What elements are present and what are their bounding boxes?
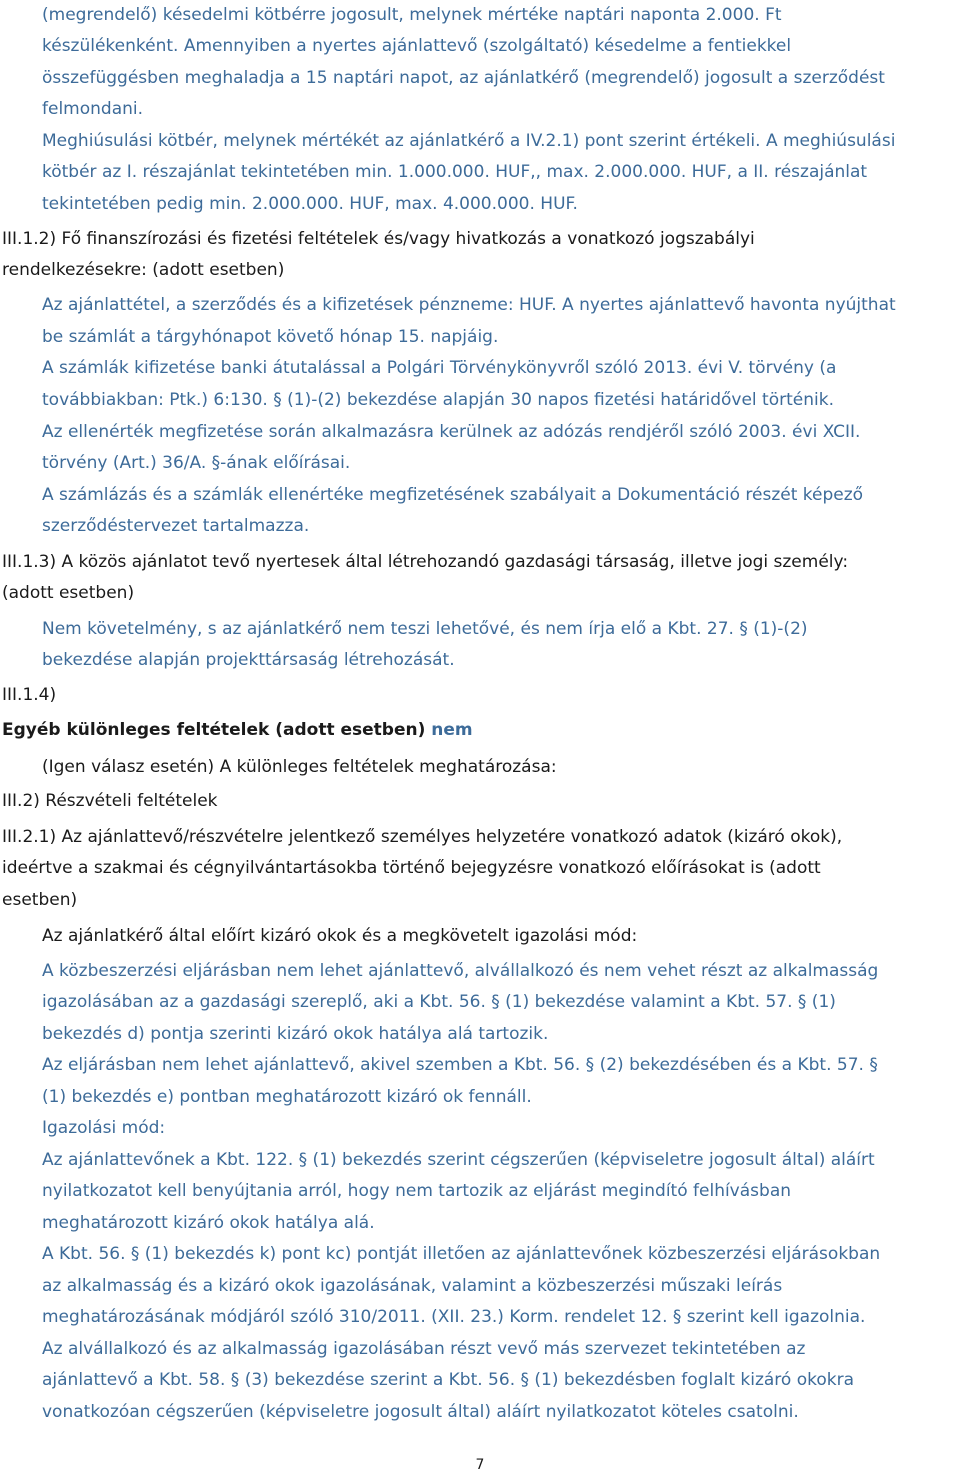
text-line: Meghiúsulási kötbér, melynek mértékét az ajánlatkérő a IV.2.1) pont szerint értékeli. A meghiúsulási — [42, 131, 896, 151]
text-line: összefüggésben meghaladja a 15 naptári napot, az ajánlatkérő (megrendelő) jogosult a szerződést — [42, 68, 885, 88]
text-line: meghatározott kizáró okok hatálya alá. — [42, 1213, 375, 1233]
text-line: be számlát a tárgyhónapot követő hónap 15. napjáig. — [42, 327, 499, 347]
text-line: kötbér az I. részajánlat tekintetében min. 1.000.000. HUF,, max. 2.000.000. HUF, a II. részajánlat — [42, 162, 868, 182]
text-line: (Igen válasz esetén) A különleges feltételek meghatározása: — [42, 757, 557, 777]
special-conditions-answer: nem — [431, 720, 473, 740]
text-line: Az eljárásban nem lehet ajánlattevő, akivel szemben a Kbt. 56. § (2) bekezdésében és a Kbt. 57. § — [42, 1055, 878, 1075]
text-line: vonatkozóan cégszerűen (képviseletre jogosult által) aláírt nyilatkozatot köteles csatolni. — [42, 1402, 799, 1422]
section-heading: esetben) — [2, 890, 78, 910]
text-line: szerződéstervezet tartalmazza. — [42, 516, 310, 536]
text-line: Az ajánlattétel, a szerződés és a kifizetések pénzneme: HUF. A nyertes ajánlattevő havonta nyújthat — [42, 295, 896, 315]
text-line: Az ellenérték megfizetése során alkalmazásra kerülnek az adózás rendjéről szóló 2003. évi XCII. — [42, 422, 861, 442]
text-line: (1) bekezdés e) pontban meghatározott kizáró ok fennáll. — [42, 1087, 532, 1107]
section-heading: III.2.1) Az ajánlattevő/részvételre jelentkező személyes helyzetére vonatkozó adatok (kizáró okok), — [2, 827, 843, 847]
text-line: A közbeszerzési eljárásban nem lehet ajánlattevő, alvállalkozó és nem vehet részt az alkalmasság — [42, 961, 879, 981]
text-line: A számlázás és a számlák ellenértéke megfizetésének szabályait a Dokumentáció részét képező — [42, 485, 864, 505]
text-line: továbbiakban: Ptk.) 6:130. § (1)-(2) bekezdése alapján 30 napos fizetési határidővel történik. — [42, 390, 834, 410]
text-line: ajánlattevő a Kbt. 58. § (3) bekezdése szerint a Kbt. 56. § (1) bekezdésben foglalt kizáró okokra — [42, 1370, 855, 1390]
text-line: tekintetében pedig min. 2.000.000. HUF, max. 4.000.000. HUF. — [42, 194, 578, 214]
section-heading: III.1.4) — [2, 685, 57, 705]
section-heading: III.1.2) Fő finanszírozási és fizetési feltételek és/vagy hivatkozás a vonatkozó jogszabályi — [2, 229, 755, 249]
text-line: bekezdése alapján projekttársaság létrehozását. — [42, 650, 455, 670]
text-line: Igazolási mód: — [42, 1118, 166, 1138]
text-line: felmondani. — [42, 99, 144, 119]
text-line: A számlák kifizetése banki átutalással a Polgári Törvénykönyvről szóló 2013. évi V. törvény (a — [42, 358, 837, 378]
text-line: (megrendelő) késedelmi kötbérre jogosult, melynek mértéke naptári naponta 2.000. Ft — [42, 5, 782, 25]
text-line: bekezdés d) pontja szerinti kizáró okok hatálya alá tartozik. — [42, 1024, 549, 1044]
section-heading: (adott esetben) — [2, 583, 135, 603]
special-conditions-label: Egyéb különleges feltételek (adott esetben) — [2, 720, 432, 740]
text-line: az alkalmasság és a kizáró okok igazolásának, valamint a közbeszerzési műszaki leírás — [42, 1276, 783, 1296]
text-line: Az ajánlatkérő által előírt kizáró okok és a megkövetelt igazolási mód: — [42, 926, 638, 946]
section-heading: rendelkezésekre: (adott esetben) — [2, 260, 285, 280]
text-line: Az ajánlattevőnek a Kbt. 122. § (1) bekezdés szerint cégszerűen (képviseletre jogosult által) aláírt — [42, 1150, 875, 1170]
text-line: Nem követelmény, s az ajánlatkérő nem teszi lehetővé, és nem írja elő a Kbt. 27. § (1)-(2) — [42, 619, 808, 639]
section-heading: ideértve a szakmai és cégnyilvántartásokba történő bejegyzésre vonatkozó előírásokat is (adott — [2, 858, 821, 878]
special-conditions-line — [2, 719, 473, 741]
text-line: meghatározásának módjáról szóló 310/2011. (XII. 23.) Korm. rendelet 12. § szerint kell igazolnia. — [42, 1307, 866, 1327]
text-line: Az alvállalkozó és az alkalmasság igazolásában részt vevő más szervezet tekintetében az — [42, 1339, 806, 1359]
section-heading: III.1.3) A közös ajánlatot tevő nyertesek által létrehozandó gazdasági társaság, illetve jogi személy: — [2, 552, 849, 572]
page-number: 7 — [475, 1457, 485, 1473]
text-line: igazolásában az a gazdasági szereplő, aki a Kbt. 56. § (1) bekezdése valamint a Kbt. 57. § (1) — [42, 992, 836, 1012]
text-line: A Kbt. 56. § (1) bekezdés k) pont kc) pontját illetően az ajánlattevőnek közbeszerzési eljárásokban — [42, 1244, 881, 1264]
section-heading: III.2) Részvételi feltételek — [2, 791, 218, 811]
text-line: készülékenként. Amennyiben a nyertes ajánlattevő (szolgáltató) késedelme a fentiekkel — [42, 36, 792, 56]
text-line: nyilatkozatot kell benyújtania arról, hogy nem tartozik az eljárást megindító felhívásban — [42, 1181, 792, 1201]
text-line: törvény (Art.) 36/A. §-ának előírásai. — [42, 453, 351, 473]
